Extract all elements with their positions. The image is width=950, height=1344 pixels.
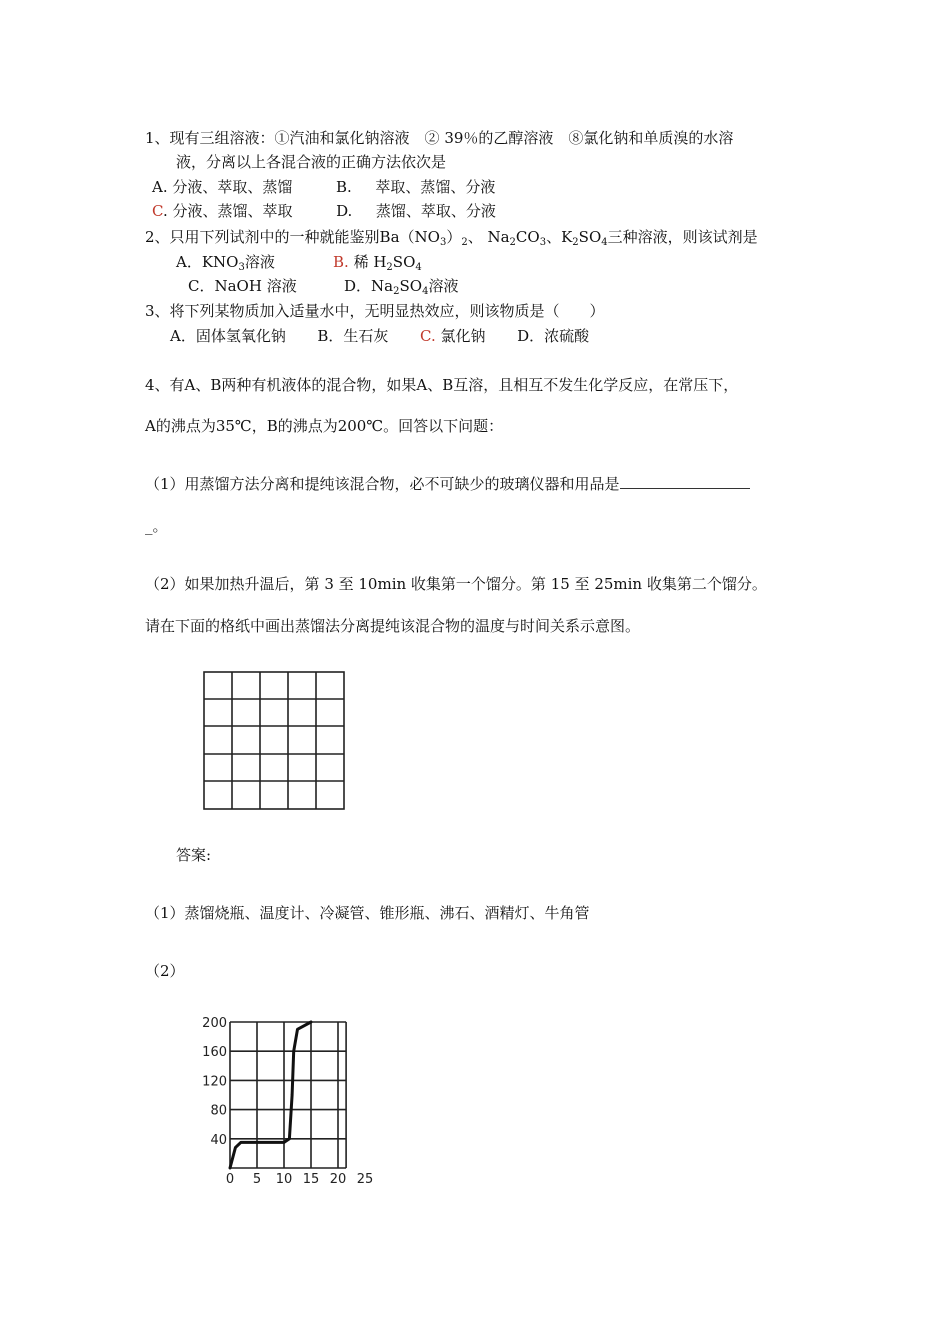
q1-option-c-letter: C — [152, 202, 163, 220]
chart-x-tick-label: 25 — [356, 1172, 374, 1187]
answer-blank — [620, 474, 750, 489]
q2-sub: 4 — [422, 286, 429, 297]
q2-stem-text: ） — [446, 228, 462, 246]
q2-sub: 3 — [238, 262, 245, 273]
chart-x-tick-label: 5 — [252, 1172, 262, 1187]
q3-option-c-letter: C. — [420, 327, 436, 345]
q2-stem-text: 2、只用下列试剂中的一种就能鉴别Ba（NO — [145, 228, 440, 246]
q2-option-d — [344, 276, 458, 302]
q2-stem-text: 三种溶液，则该试剂是 — [607, 228, 758, 246]
q2-sub: 2 — [461, 237, 468, 248]
answer-heading: 答案: — [176, 846, 212, 864]
q2-option-d-text: SO — [399, 277, 423, 295]
q2-sub: 2 — [386, 262, 393, 273]
q1-option-b-letter: B. — [335, 178, 352, 196]
q2-option-a-text: A．KNO — [176, 253, 239, 271]
q1-option-a: . 分液、萃取、蒸馏 — [162, 178, 293, 196]
q2-sub: 3 — [439, 237, 447, 248]
q1-option-b: 萃取、蒸馏、分液 — [375, 178, 496, 196]
q1-stem-line2: 液，分离以上各混合液的正确方法依次是 — [176, 153, 447, 171]
q3-option-b: B．生石灰 — [317, 327, 389, 345]
q4-part1 — [145, 474, 750, 494]
q2-sub: 2 — [509, 237, 516, 248]
empty-grid — [200, 668, 350, 813]
chart-y-tick-label: 40 — [210, 1132, 227, 1148]
q1-stem-line1: 1、现有三组溶液：①汽油和氯化钠溶液 ② 39％的乙醇溶液 ⑧氯化钠和单质溴的水溶 — [145, 129, 734, 147]
q2-option-b-text: 稀 H — [348, 253, 387, 271]
q1-options-row1 — [152, 177, 495, 197]
q2-option-a — [176, 252, 275, 278]
chart-y-tick-label: 200 — [202, 1016, 227, 1031]
chart-x-tick-label: 0 — [225, 1172, 235, 1187]
q2-sub: 2 — [572, 237, 579, 248]
q4-part2-line1: （2）如果加热升温后，第 3 至 10min 收集第一个馏分。第 15 至 25min 收集第二个馏分。 — [145, 575, 767, 593]
q2-option-d-text: D．Na — [344, 277, 394, 295]
q2-stem-text: 、 Na — [467, 228, 510, 246]
q3-options — [170, 326, 589, 346]
q2-option-d-text: 溶液 — [428, 277, 459, 295]
chart-y-tick-label: 120 — [202, 1074, 227, 1090]
answer-1: （1）蒸馏烧瓶、温度计、冷凝管、锥形瓶、沸石、酒精灯、牛角管 — [145, 904, 590, 922]
q2-sub: 4 — [601, 237, 608, 248]
chart-y-tick-label: 80 — [210, 1103, 227, 1119]
q3-option-c: 氯化钠 — [435, 327, 486, 345]
q2-option-b-letter: B. — [333, 253, 349, 271]
q3-option-a: A．固体氢氧化钠 — [170, 327, 286, 345]
q2-option-b — [333, 252, 422, 278]
q4-part1-end: _。 — [145, 517, 168, 535]
chart-x-tick-label: 15 — [302, 1172, 320, 1187]
q4-stem-line2: A的沸点为35℃，B的沸点为200℃。回答以下问题： — [145, 417, 504, 435]
chart-x-tick-label: 20 — [329, 1172, 347, 1187]
q2-option-c: C．NaOH 溶液 — [188, 277, 297, 295]
q2-option-a-text: 溶液 — [244, 253, 275, 271]
q2-stem — [145, 227, 758, 253]
answer-chart — [195, 1010, 395, 1185]
temperature-curve — [230, 1022, 311, 1168]
answer-2-label: （2） — [145, 962, 185, 980]
q2-stem-text: SO — [578, 228, 602, 246]
q2-stem-text: CO — [515, 228, 540, 246]
q2-option-b-text: SO — [392, 253, 416, 271]
q1-options-row2 — [152, 201, 496, 221]
q3-stem: 3、将下列某物质加入适量水中，无明显热效应，则该物质是（ ） — [145, 302, 605, 320]
q3-option-d: D．浓硫酸 — [517, 327, 590, 345]
q4-part1-text: （1）用蒸馏方法分离和提纯该混合物，必不可缺少的玻璃仪器和用品是 — [145, 475, 620, 493]
q2-stem-text: 、K — [546, 228, 573, 246]
chart-x-tick-label: 10 — [275, 1172, 293, 1187]
q4-stem-line1: 4、有A、B两种有机液体的混合物，如果A、B互溶，且相互不发生化学反应，在常压下， — [145, 376, 739, 394]
q4-part2-line2: 请在下面的格纸中画出蒸馏法分离提纯该混合物的温度与时间关系示意图。 — [145, 617, 641, 635]
q2-sub: 4 — [415, 262, 422, 273]
q2-sub: 3 — [539, 237, 547, 248]
q1-option-a-letter: A — [152, 178, 163, 196]
grid-border — [204, 672, 344, 809]
q2-sub: 2 — [393, 286, 400, 297]
q1-option-d-letter: D. — [336, 202, 353, 220]
q1-option-c: . 分液、蒸馏、萃取 — [162, 202, 293, 220]
chart-y-tick-label: 160 — [202, 1045, 227, 1061]
q1-option-d: 蒸馏、萃取、分液 — [375, 202, 496, 220]
